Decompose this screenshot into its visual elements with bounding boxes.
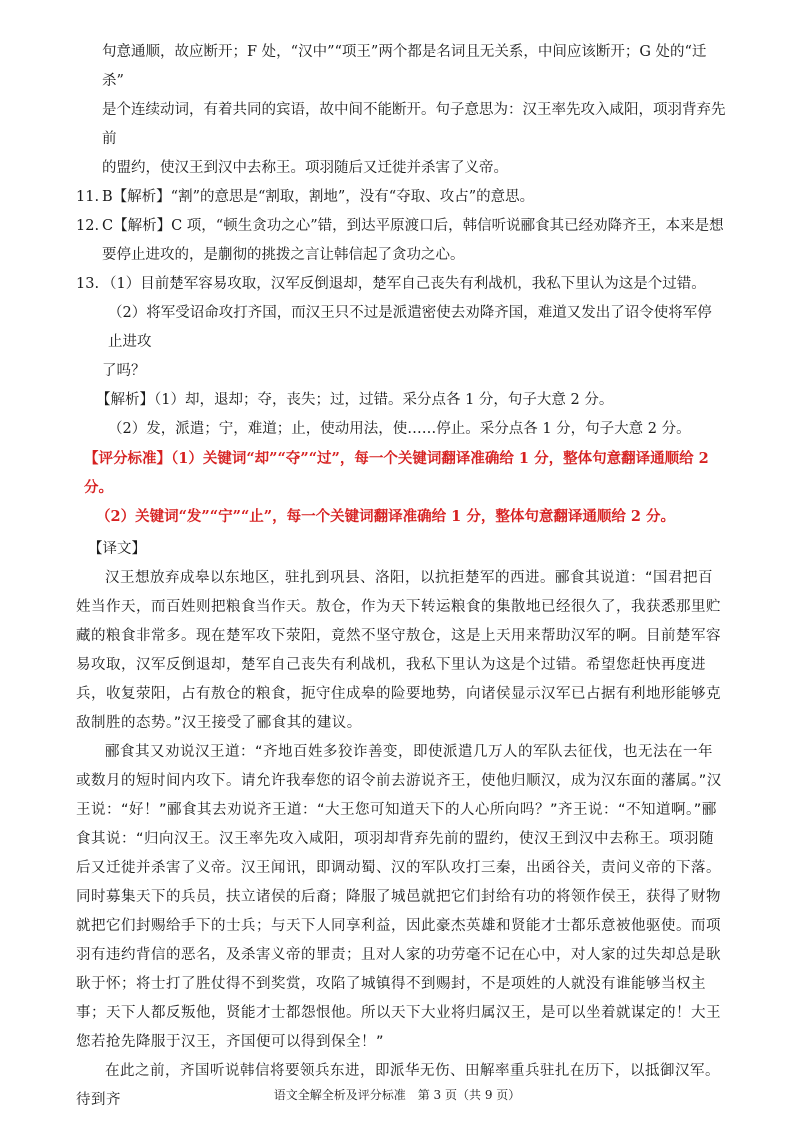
text-line: 的盟约，使汉王到汉中去称王。项羽随后又迁徙并杀害了义帝。 <box>102 160 508 176</box>
answer-text <box>102 212 726 270</box>
translation-paragraph: 汉王想放弃成皋以东地区，驻扎到巩县、洛阳，以抗拒楚军的西进。郦食其说道：“国君把百姓当作天，而百姓则把粮食当作天。敖仓，作为天下转运粮食的集散地已经很久了，我获悉那里贮藏的粮食非常多。现在楚军攻下荥阳，竟然不坚守敖仓，这是上天用来帮助汉军的啊。目前楚军容易攻取，汉军反倒退却，楚军自己丧失有利战机，我私下里认为这是个过错。希望您赶快再度进兵，收复荥阳，占有敖仓的粮食，扼守住成皋的险要地势，向诸侯显示汉军已占据有利地形能够克敌制胜的态势。”汉王接受了郦食其的建议。 <box>76 570 721 731</box>
scoring-standard-line: （2）关键词“发”“宁”“止”，每一个关键词翻译准确给 1 分，整体句意翻译通顺给 2 分。 <box>96 508 675 525</box>
text-line: C【解析】C 项，“顿生贪功之心”错，到达平原渡口后，韩信听说郦食其已经劝降齐王，本来是想 <box>102 218 724 234</box>
question-number: 12. <box>76 218 100 234</box>
analysis-line: 【解析】（1）却，退却；夺，丧失；过，过错。采分点各 1 分，句子大意 2 分。 <box>96 392 614 408</box>
translation-body <box>76 564 726 1115</box>
question-number: 11. <box>76 189 100 205</box>
page-footer: 语文全解全析及评分标准 第 3 页（共 9 页） <box>273 1088 521 1102</box>
translation-heading: 【译文】 <box>88 541 146 557</box>
question-11 <box>76 183 726 212</box>
text-line: 是个连续动词，有着共同的宾语，故中间不能断开。句子意思为：汉王率先攻入咸阳，项羽背弃先前 <box>102 102 726 147</box>
answer-line: 了吗？ <box>102 363 146 379</box>
analysis-line: （2）发，派遣；宁，难道；止，使动用法，使……停止。采分点各 1 分，句子大意 2 分。 <box>108 421 691 437</box>
text-line: 句意通顺，故应断开；F 处，“汉中”“项王”两个都是名词且无关系，中间应该断开；G 处的“迁杀” <box>102 44 707 89</box>
question-12 <box>76 212 726 270</box>
translation-paragraph: 在此之前，齐国听说韩信将要领兵东进，即派华无伤、田解率重兵驻扎在历下，以抵御汉军。待到齐 <box>76 1063 720 1108</box>
question-13 <box>76 270 726 299</box>
answer-text: B【解析】“割”的意思是“割取，割地”，没有“夺取、攻占”的意思。 <box>102 189 535 205</box>
translation-paragraph: 郦食其又劝说汉王道：“齐地百姓多狡诈善变，即使派遣几万人的军队去征伐，也无法在一年或数月的短时间内攻下。请允许我奉您的诏令前去游说齐王，使他归顺汉，成为汉东面的藩属。”汉王说：“好！”郦食其去劝说齐王道：“大王您可知道天下的人心所向吗？”齐王说：“不知道啊。”郦食其说：“归向汉王。汉王率先攻入咸阳，项羽却背弃先前的盟约，使汉王到汉中去称王。项羽随后又迁徙并杀害了义帝。汉王闻讯，即调动蜀、汉的军队攻打三秦，出函谷关，责问义帝的下落。同时募集天下的兵员，扶立诸侯的后裔；降服了城邑就把它们封给有功的将领作侯王，获得了财物就把它们封赐给手下的士兵；与天下人同享利益，因此豪杰英雄和贤能才士都乐意被他驱使。而项羽有违约背信的恶名，及杀害义帝的罪责；且对人家的功劳毫不记在心中，对人家的过失却总是耿耿于怀；将士打了胜仗得不到奖赏，攻陷了城镇得不到赐封，不是项姓的人就没有谁能够当权主事；天下人都反叛他，贤能才士都怨恨他。所以天下大业将归属汉王，是可以坐着就谋定的！大王您若抢先降服于汉王，齐国便可以得到保全！” <box>76 744 722 1050</box>
text-line: 要停止进攻的，是蒯彻的挑拨之言让韩信起了贪功之心。 <box>102 247 465 263</box>
answer-text: （1）目前楚军容易攻取，汉军反倒退却，楚军自己丧失有利战机，我私下里认为这是个过错。 <box>102 276 706 292</box>
page-content <box>76 38 726 1115</box>
question-number: 13. <box>76 276 100 292</box>
scoring-standard-line: 【评分标准】（1）关键词“却”“夺”“过”，每一个关键词翻译准确给 1 分，整体句意翻译通顺给 2 分。 <box>84 450 709 496</box>
answer-line: （2）将军受诏命攻打齐国，而汉王只不过是派遣密使去劝降齐国，难道又发出了诏令使将军停止进攻 <box>108 305 712 350</box>
